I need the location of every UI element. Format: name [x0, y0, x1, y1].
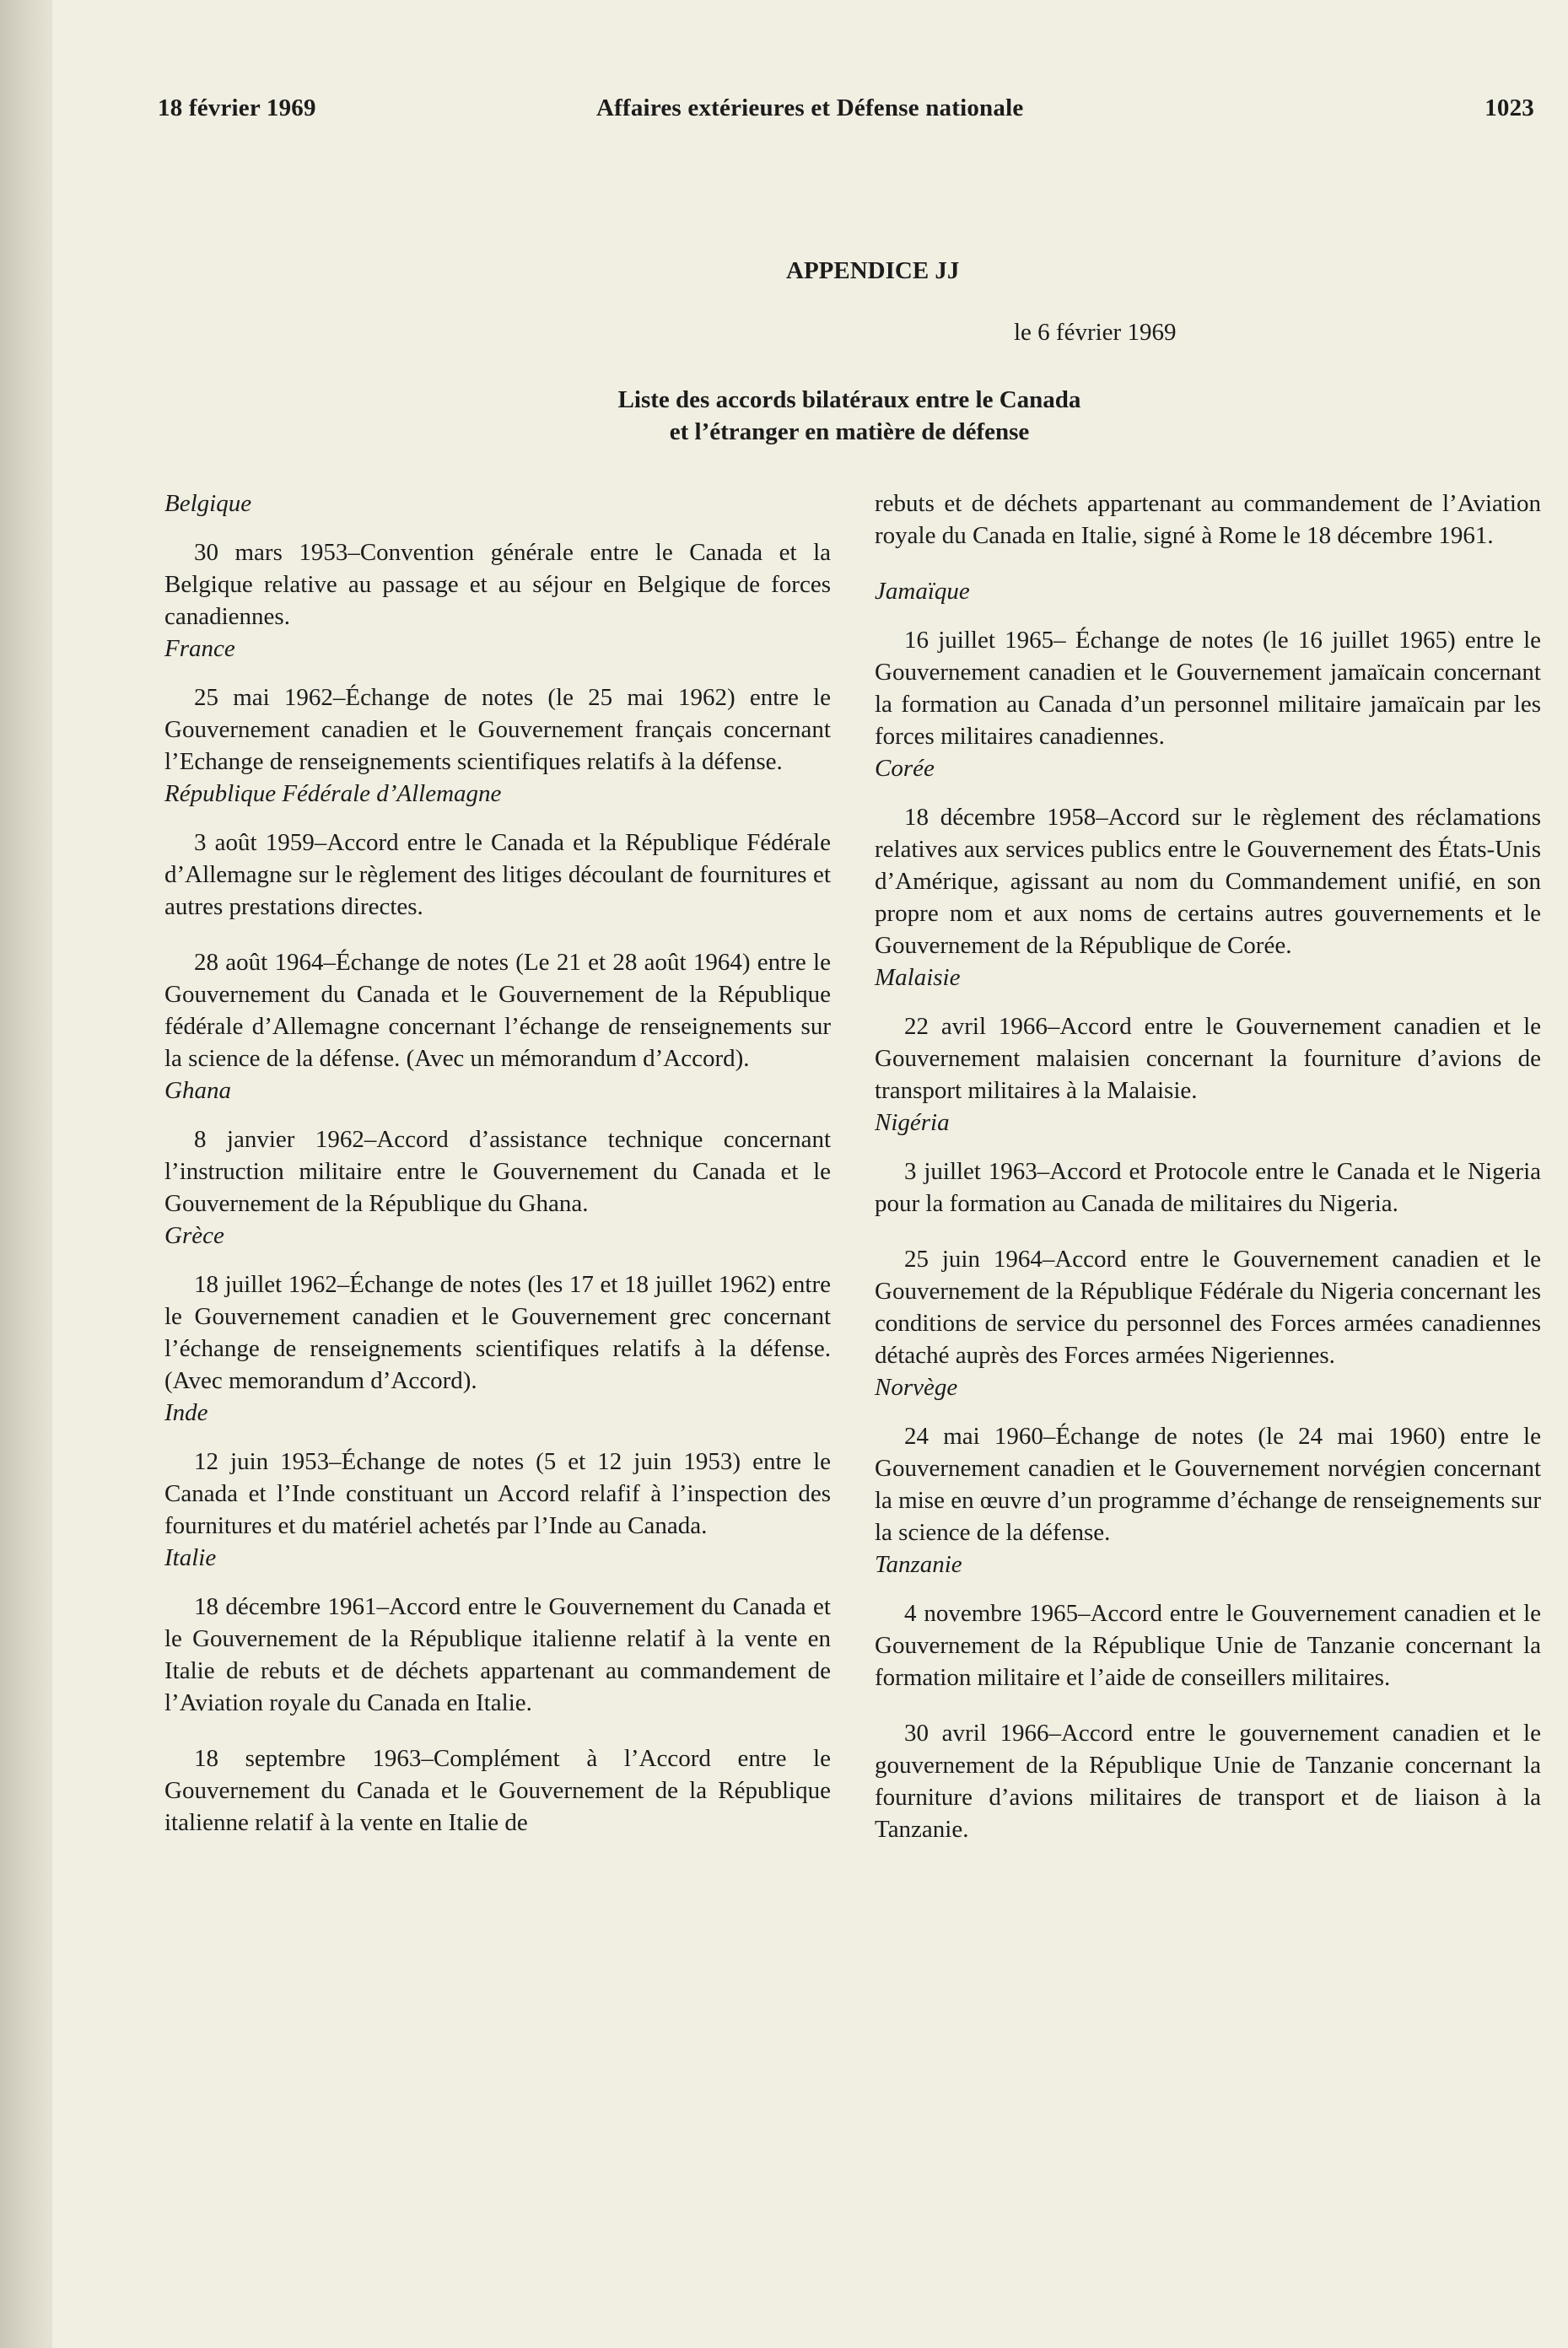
agreement-entry: 25 mai 1962–Échange de notes (le 25 mai 1962) entre le Gouvernement canadien et le Gouvernement français concernant l’Echange de renseignements scientifiques relatifs à la défense.	[164, 684, 831, 775]
section-malaisie	[875, 961, 1541, 1107]
left-column	[164, 487, 831, 1839]
book-binding-shadow	[0, 0, 52, 2348]
agreement-entry: 30 avril 1966–Accord entre le gouvernement canadien et le gouvernement de la République Unie de Tanzanie concernant la fourniture d’avions militaires de transport et de liaison à la Tanzanie.	[875, 1720, 1541, 1843]
agreement-entry: 25 juin 1964–Accord entre le Gouvernement canadien et le Gouvernement de la République Fédérale du Nigeria concernant les conditions de service du personnel des Forces armées canadiennes détaché auprès des Forces armées Nigeriennes.	[875, 1246, 1541, 1369]
section-allemagne	[164, 778, 831, 1074]
header-title: Affaires extérieures et Défense nationale	[596, 94, 1024, 121]
country-heading: Nigéria	[875, 1109, 950, 1136]
agreement-entry: 3 août 1959–Accord entre le Canada et la République Fédérale d’Allemagne sur le règlement des litiges découlant de fournitures et autres prestations directes.	[164, 829, 831, 920]
list-title-line2: et l’étranger en matière de défense	[669, 418, 1030, 445]
country-heading: Belgique	[164, 490, 252, 517]
section-coree	[875, 752, 1541, 961]
header-date: 18 février 1969	[158, 94, 316, 121]
page-number: 1023	[1484, 94, 1534, 121]
agreement-entry: 18 décembre 1958–Accord sur le règlement des réclamations relatives aux services publics entre le Gouvernement des États-Unis d’Amérique, agissant au nom du Commandement unifié, en son propre nom et aux noms de certains autres gouvernements et le Gouvernement de la République de Corée.	[875, 804, 1541, 959]
country-heading: Malaisie	[875, 964, 961, 991]
agreement-entry-continued: rebuts et de déchets appartenant au commandement de l’Aviation royale du Canada en Italie, signé à Rome le 18 décembre 1961.	[875, 490, 1541, 549]
agreement-entry: 3 juillet 1963–Accord et Protocole entre le Canada et le Nigeria pour la formation au Canada de militaires du Nigeria.	[875, 1158, 1541, 1217]
section-nigeria	[875, 1107, 1541, 1371]
right-column	[875, 487, 1541, 1845]
appendix-title: APPENDICE JJ	[786, 257, 960, 284]
country-heading: Inde	[164, 1399, 208, 1426]
document-page	[52, 0, 1568, 2348]
section-norvege	[875, 1371, 1541, 1548]
country-heading: Jamaïque	[875, 578, 970, 605]
country-heading: Ghana	[164, 1077, 231, 1104]
country-heading: Norvège	[875, 1374, 958, 1401]
running-header	[107, 94, 1551, 128]
section-italie	[164, 1542, 831, 1839]
agreement-entry: 12 juin 1953–Échange de notes (5 et 12 juin 1953) entre le Canada et l’Inde constituant un Accord relafif à l’inspection des fournitures et du matériel achetés par l’Inde au Canada.	[164, 1448, 831, 1539]
agreement-entry: 24 mai 1960–Échange de notes (le 24 mai 1960) entre le Gouvernement canadien et le Gouvernement norvégien concernant la mise en œuvre d’un programme d’échange de renseignements sur la science de la défense.	[875, 1423, 1541, 1546]
country-heading: Grèce	[164, 1222, 224, 1249]
section-ghana	[164, 1074, 831, 1220]
section-tanzanie	[875, 1548, 1541, 1845]
agreement-entry: 30 mars 1953–Convention générale entre le Canada et la Belgique relative au passage et au séjour en Belgique de forces canadiennes.	[164, 539, 831, 630]
country-heading: Italie	[164, 1544, 217, 1571]
dateline: le 6 février 1969	[1014, 319, 1177, 346]
country-heading: France	[164, 635, 235, 662]
agreement-entry: 22 avril 1966–Accord entre le Gouvernement canadien et le Gouvernement malaisien concernant la fourniture d’avions de transport militaires à la Malaisie.	[875, 1013, 1541, 1104]
agreement-entry: 18 décembre 1961–Accord entre le Gouvernement du Canada et le Gouvernement de la République italienne relatif à la vente en Italie de rebuts et de déchets appartenant au commandement de l’Aviation royale du Canada en Italie.	[164, 1593, 831, 1716]
section-belgique	[164, 487, 831, 633]
country-heading: Corée	[875, 755, 935, 782]
section-grece	[164, 1220, 831, 1397]
section-inde	[164, 1397, 831, 1542]
agreement-entry: 18 septembre 1963–Complément à l’Accord entre le Gouvernement du Canada et le Gouvernement de la République italienne relatif à la vente en Italie de	[164, 1745, 831, 1836]
agreement-entry: 8 janvier 1962–Accord d’assistance technique concernant l’instruction militaire entre le Gouvernement du Canada et le Gouvernement de la République du Ghana.	[164, 1126, 831, 1217]
agreement-entry: 4 novembre 1965–Accord entre le Gouvernement canadien et le Gouvernement de la République Unie de Tanzanie concernant la formation militaire et l’aide de conseillers militaires.	[875, 1600, 1541, 1691]
country-heading: République Fédérale d’Allemagne	[164, 780, 502, 807]
agreement-entry: 18 juillet 1962–Échange de notes (les 17 et 18 juillet 1962) entre le Gouvernement canadien et le Gouvernement grec concernant l’échange de renseignements scientifiques relatifs à la défense. (Avec memorandum d’Accord).	[164, 1271, 831, 1394]
list-title-line1: Liste des accords bilatéraux entre le Canada	[617, 386, 1081, 413]
section-france	[164, 633, 831, 778]
agreement-entry: 28 août 1964–Échange de notes (Le 21 et 28 août 1964) entre le Gouvernement du Canada et le Gouvernement de la République fédérale d’Allemagne concernant l’échange de renseignements sur la science de la défense. (Avec un mémorandum d’Accord).	[164, 949, 831, 1072]
agreement-entry: 16 juillet 1965– Échange de notes (le 16 juillet 1965) entre le Gouvernement canadien et le Gouvernement jamaïcain concernant la formation au Canada d’un personnel militaire jamaïcain par les forces militaires canadiennes.	[875, 627, 1541, 750]
list-title	[525, 384, 1174, 448]
section-jamaique	[875, 575, 1541, 752]
country-heading: Tanzanie	[875, 1551, 962, 1578]
